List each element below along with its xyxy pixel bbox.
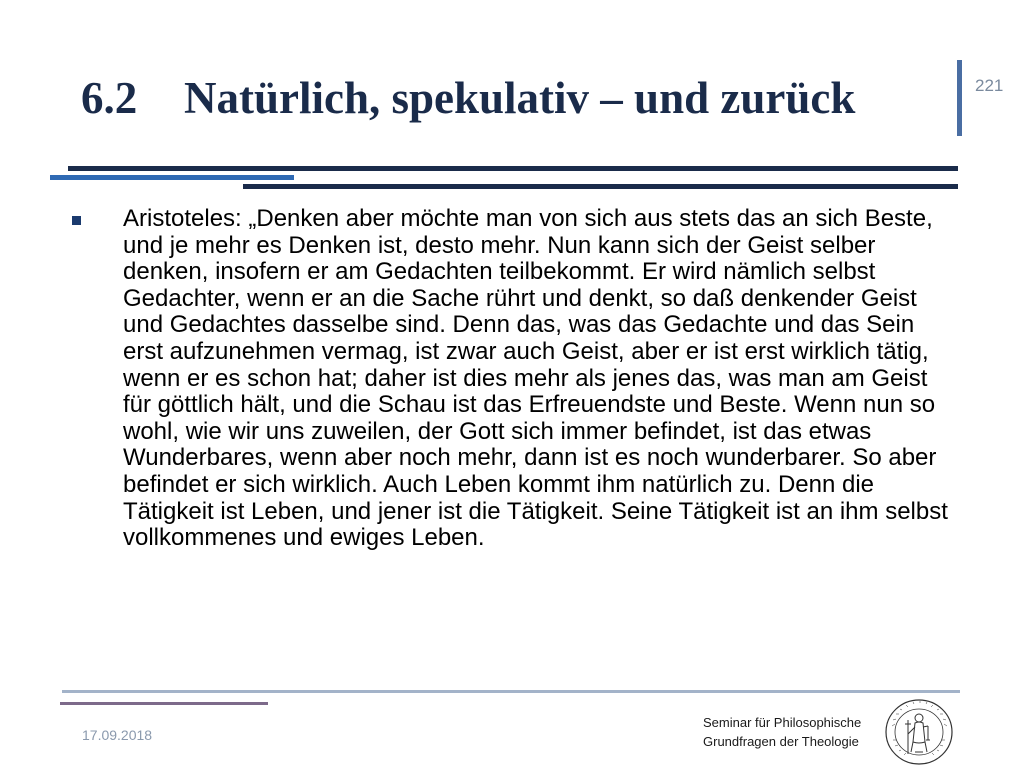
institution-line-1: Seminar für Philosophische	[703, 715, 862, 730]
footer-date: 17.09.2018	[82, 727, 153, 743]
footer-institution	[703, 713, 861, 751]
university-seal-icon	[884, 696, 954, 766]
slide-content	[72, 206, 952, 552]
slide-title	[81, 70, 855, 126]
footer-divider-accent	[60, 702, 268, 705]
institution-line-2: Grundfragen der Theologie	[703, 734, 859, 749]
bullet-square-icon	[72, 216, 81, 225]
header-divider-accent	[50, 175, 294, 180]
title-number: 6.2	[81, 73, 138, 123]
aristotle-quote: Aristoteles: „Denken aber möchte man von sich aus stets das an sich Beste, und je mehr es Denken ist, desto mehr. Nun kann sich der Geist selber denken, insofern er am Gedachten teilbekommt. Er wird nämlich selbst Gedachter, wenn er an die Sache rührt und denkt, so daß denkender Geist und Gedachtes dasselbe sind. Denn das, was das Gedachte und das Sein erst aufzunehmen vermag, ist zwar auch Geist, aber er ist erst wirklich tätig, wenn er es schon hat; daher ist dies mehr als jenes das, was man am Geist für göttlich hält, und die Schau ist das Erfreuendste und Beste. Wenn nun so wohl, wie wir uns zuweilen, der Gott sich immer befindet, ist das etwas Wunderbares, wenn aber noch mehr, dann ist es noch wunderbarer. So aber befindet er sich wirklich. Auch Leben kommt ihm natürlich zu. Denn die Tätigkeit ist Leben, und jener ist die Tätigkeit. Seine Tätigkeit ist an ihm selbst vollkommenes und ewiges Leben.	[123, 205, 948, 552]
header-divider-bottom	[243, 184, 958, 189]
footer-divider	[62, 690, 960, 693]
page-number: 221	[975, 76, 1004, 95]
header-divider-top	[68, 166, 958, 171]
page-number-bar	[957, 60, 962, 136]
title-text: Natürlich, spekulativ – und zurück	[184, 73, 856, 123]
